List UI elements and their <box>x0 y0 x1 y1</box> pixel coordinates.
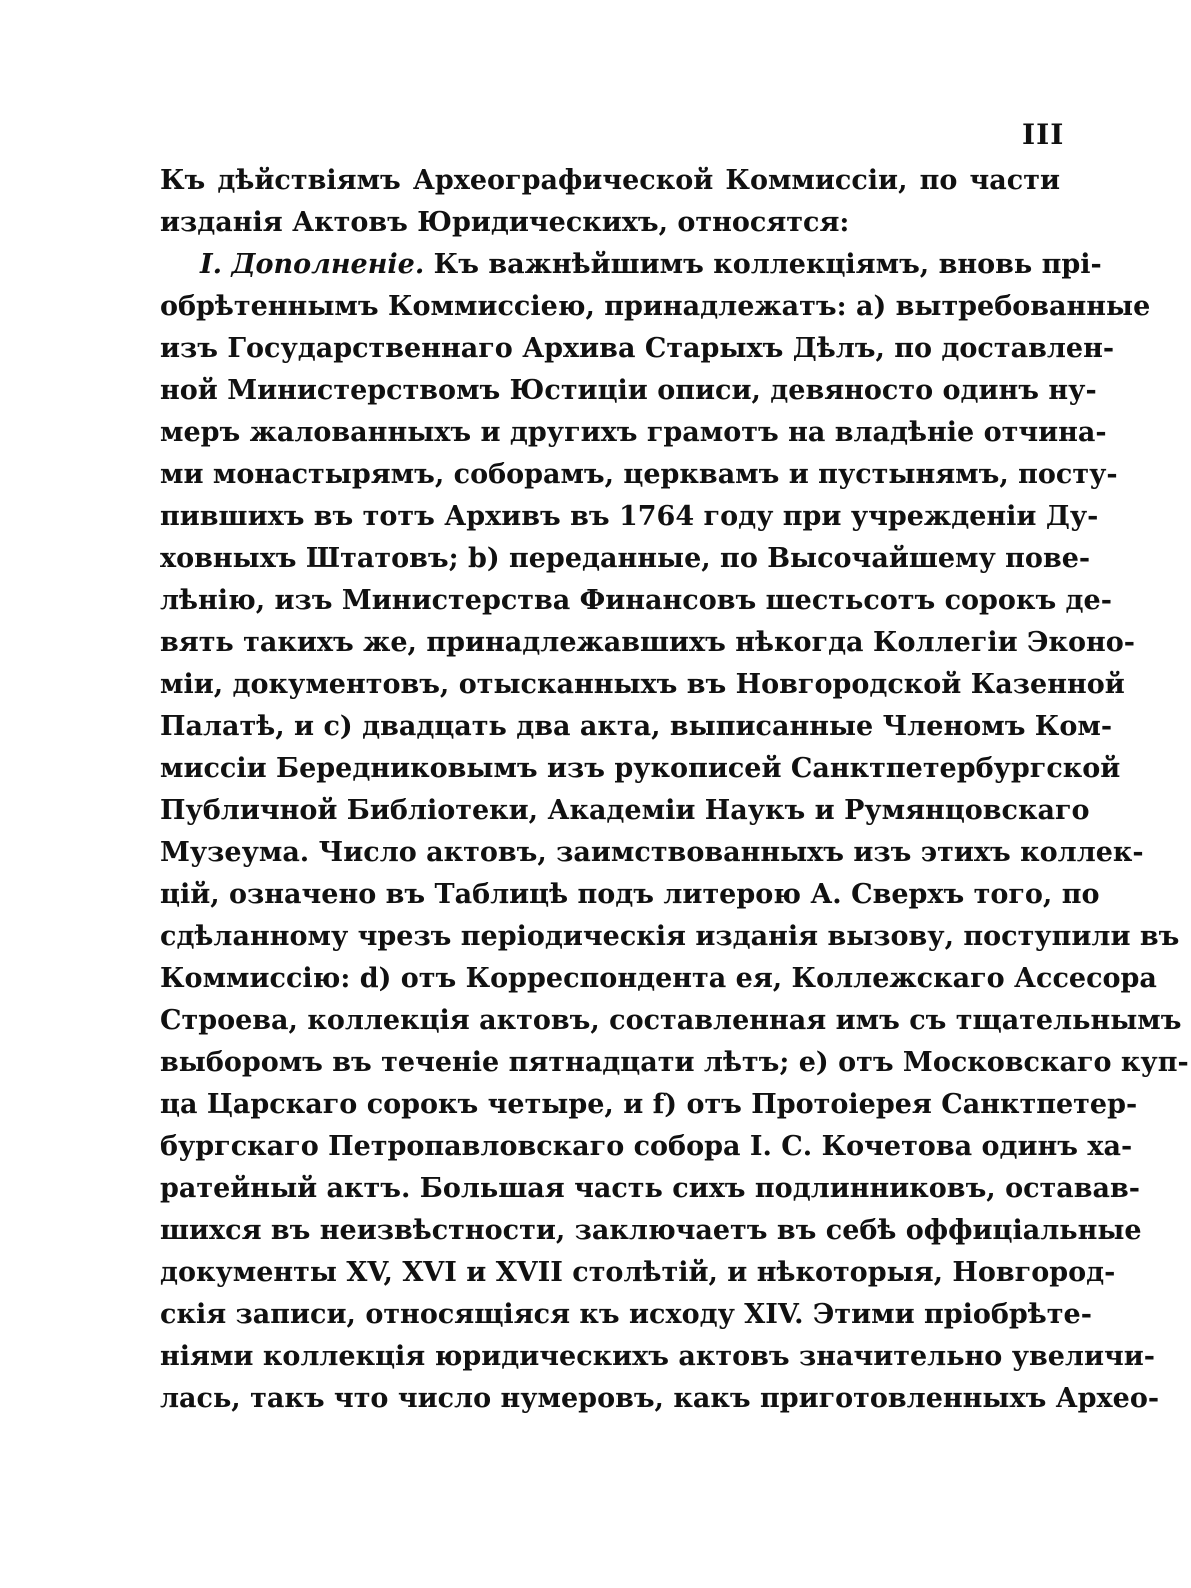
paragraph-line: лась, такъ что число нумеровъ, какъ приготовленныхъ Архео- <box>160 1383 1160 1414</box>
paragraph-line: Музеума. Число актовъ, заимствованныхъ изъ этихъ коллек- <box>160 837 1144 868</box>
paragraph-line: лѣнію, изъ Министерства Финансовъ шестьсотъ сорокъ де- <box>160 585 1112 616</box>
paragraph-line: скія записи, относящіяся къ исходу XIV. Этими пріобрѣте- <box>160 1299 1092 1330</box>
paragraph-line: меръ жалованныхъ и другихъ грамотъ на владѣніе отчина- <box>160 417 1107 448</box>
intro-line: изданія Актовъ Юридическихъ, относятся: <box>160 207 850 238</box>
section-title: Дополненіе. <box>231 249 425 280</box>
paragraph-line: Строева, коллекція актовъ, составленная имъ съ тщательнымъ <box>160 1005 1182 1036</box>
paragraph-line: миссіи Бередниковымъ изъ рукописей Санктпетербургской <box>160 753 1121 784</box>
paragraph-line: Коммиссію: d) отъ Корреспондента ея, Коллежскаго Ассесора <box>160 963 1157 994</box>
body-text <box>160 160 1189 1420</box>
paragraph-line: изъ Государственнаго Архива Старыхъ Дѣлъ, по доставлен- <box>160 333 1115 364</box>
paragraph-line: ной Министерствомъ Юстиціи описи, девяносто одинъ ну- <box>160 375 1097 406</box>
paragraph-line: ніями коллекція юридическихъ актовъ значительно увеличи- <box>160 1341 1155 1372</box>
paragraph-line: сдѣланному чрезъ періодическія изданія вызову, поступили въ <box>160 921 1180 952</box>
paragraph-line: Публичной Библіотеки, Академіи Наукъ и Румянцовскаго <box>160 795 1090 826</box>
paragraph-line: вять такихъ же, принадлежавшихъ нѣкогда Коллегіи Эконо- <box>160 627 1135 658</box>
paragraph-line: ратейный актъ. Большая часть сихъ подлинниковъ, оставав- <box>160 1173 1140 1204</box>
intro-line: Къ дѣйствіямъ Археографической Коммиссіи, по части <box>160 165 1060 196</box>
paragraph-line: цій, означено въ Таблицѣ подъ литерою А. Сверхъ того, по <box>160 879 1100 910</box>
paragraph-line: документы XV, XVI и XVII столѣтій, и нѣкоторыя, Новгород- <box>160 1257 1116 1288</box>
paragraph-line-start: Къ важнѣйшимъ коллекціямъ, вновь прі- <box>433 249 1102 280</box>
paragraph-line: ца Царскаго сорокъ четыре, и f) отъ Протоіерея Санктпетер- <box>160 1089 1138 1120</box>
section-heading-line <box>160 244 1102 286</box>
paragraph-line: бургскаго Петропавловскаго собора І. С. Кочетова одинъ ха- <box>160 1131 1133 1162</box>
paragraph-line: шихся въ неизвѣстности, заключаетъ въ себѣ оффиціальные <box>160 1215 1142 1246</box>
paragraph-line: ховныхъ Штатовъ; b) переданные, по Высочайшему пове- <box>160 543 1091 574</box>
paragraph-line: ми монастырямъ, соборамъ, церквамъ и пустынямъ, посту- <box>160 459 1118 490</box>
paragraph-line: Палатѣ, и с) двадцать два акта, выписанные Членомъ Ком- <box>160 711 1113 742</box>
paragraph-line: обрѣтеннымъ Коммиссіею, принадлежатъ: а) вытребованные <box>160 291 1151 322</box>
paragraph-line: пившихъ въ тотъ Архивъ въ 1764 году при учрежденіи Ду- <box>160 501 1099 532</box>
page-number: III <box>1022 118 1065 151</box>
paragraph-line: выборомъ въ теченіе пятнадцати лѣтъ; е) отъ Московскаго куп- <box>160 1047 1189 1078</box>
section-numeral: I. <box>200 249 223 280</box>
paragraph-line: міи, документовъ, отысканныхъ въ Новгородской Казенной <box>160 669 1125 700</box>
